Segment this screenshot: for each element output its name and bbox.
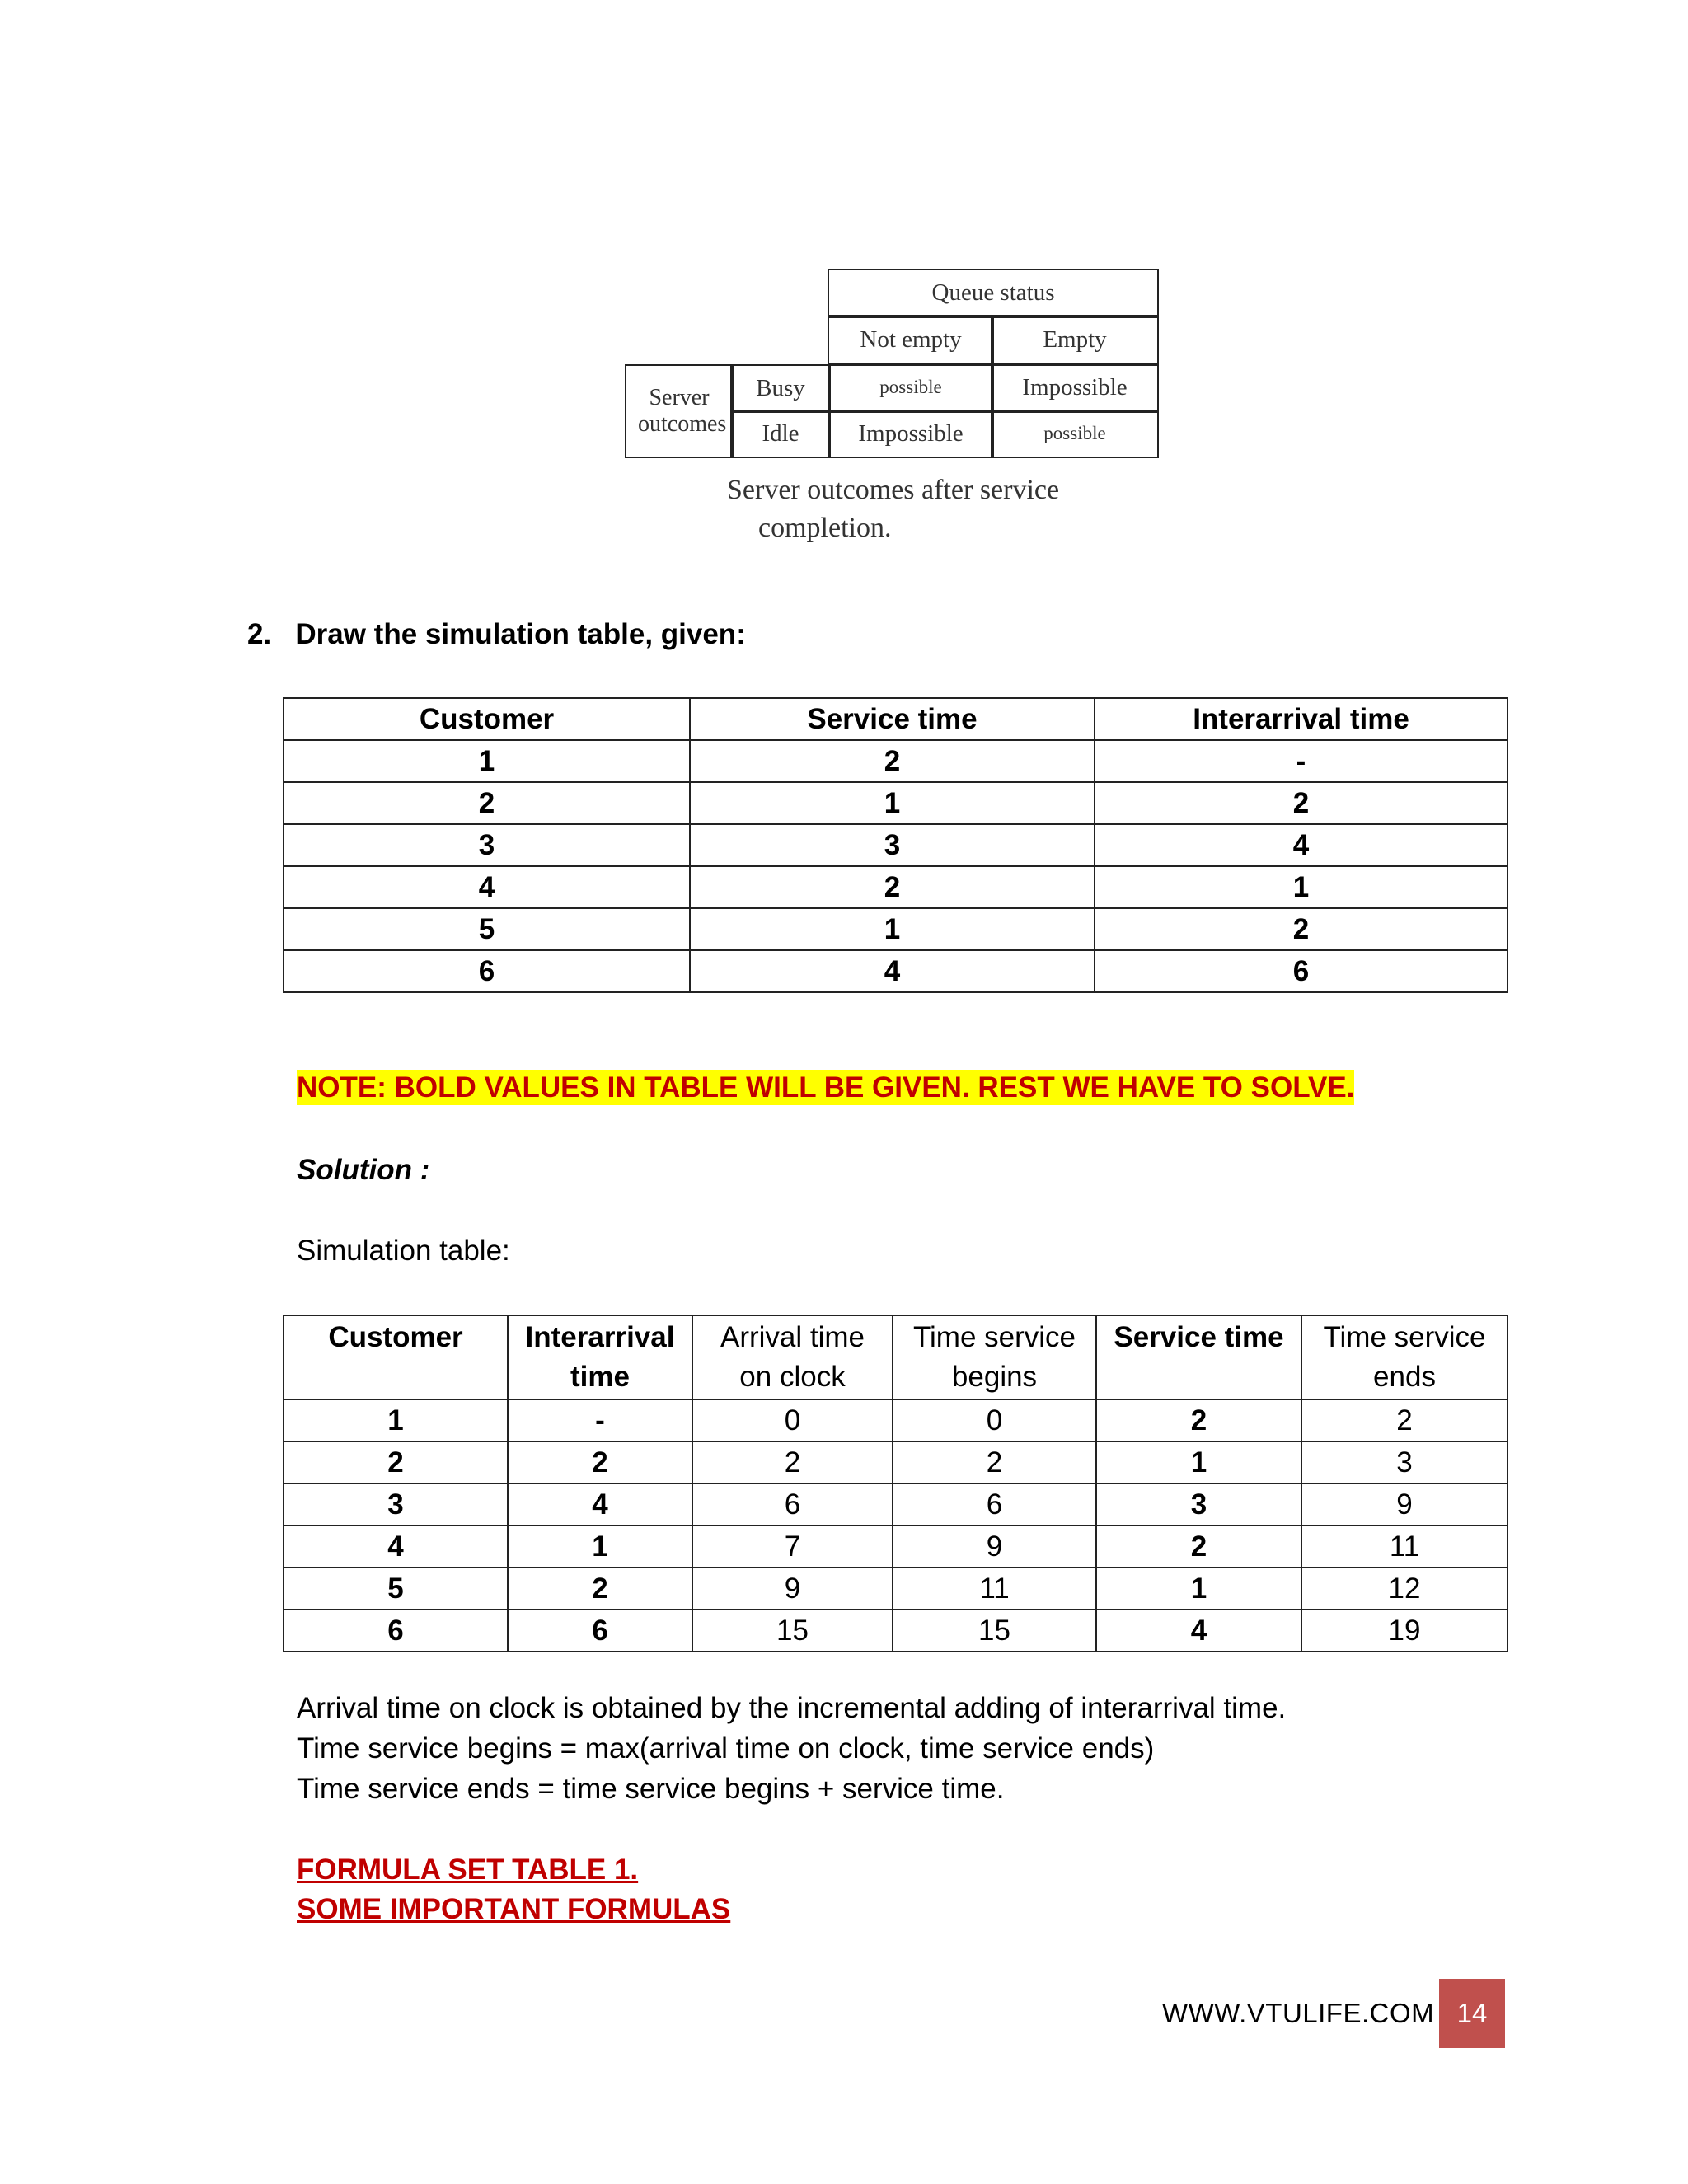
- given-header-customer: Customer: [284, 698, 690, 740]
- table-cell: 1: [284, 740, 690, 782]
- table-cell: -: [1095, 740, 1507, 782]
- table-cell: 4: [284, 866, 690, 908]
- table-cell: 6: [893, 1483, 1096, 1526]
- table-row: [284, 782, 1507, 824]
- table-cell: 15: [692, 1610, 893, 1652]
- given-header-interarrival-time: Interarrival time: [1095, 698, 1507, 740]
- sim-header-arrival-time: Arrival time on clock: [692, 1315, 893, 1399]
- table-cell: 2: [690, 740, 1095, 782]
- table-row: [284, 824, 1507, 866]
- table-cell: 0: [692, 1399, 893, 1441]
- sim-header-customer: Customer: [284, 1315, 508, 1399]
- col-not-empty-header: Not empty: [828, 315, 994, 366]
- table-cell: 4: [508, 1483, 692, 1526]
- sim-header-time-service-begins: Time service begins: [893, 1315, 1096, 1399]
- table-cell: 5: [284, 1568, 508, 1610]
- table-cell: 4: [1095, 824, 1507, 866]
- table-cell: 3: [1096, 1483, 1301, 1526]
- given-header-service-time: Service time: [690, 698, 1095, 740]
- table-row: [284, 1483, 1507, 1526]
- table-cell: 6: [1095, 950, 1507, 992]
- formula-set-heading: FORMULA SET TABLE 1.: [297, 1854, 639, 1886]
- table-cell: 1: [284, 1399, 508, 1441]
- note-highlight: NOTE: BOLD VALUES IN TABLE WILL BE GIVEN. REST WE HAVE TO SOLVE.: [297, 1071, 1355, 1104]
- table-cell: 9: [692, 1568, 893, 1610]
- formula-headings: [297, 1850, 730, 1929]
- table-cell: 9: [893, 1526, 1096, 1568]
- sim-header-time-service-ends: Time service ends: [1301, 1315, 1507, 1399]
- table-row: [284, 1610, 1507, 1652]
- table-cell: -: [508, 1399, 692, 1441]
- table-cell: 6: [692, 1483, 893, 1526]
- table-cell: 2: [1096, 1526, 1301, 1568]
- table-cell: 1: [690, 782, 1095, 824]
- cell-idle-not-empty: Impossible: [828, 410, 994, 458]
- table-cell: 7: [692, 1526, 893, 1568]
- sim-header-service-time: Service time: [1096, 1315, 1301, 1399]
- explanation-block: [297, 1688, 1286, 1809]
- table-cell: 4: [284, 1526, 508, 1568]
- question-heading: 2. Draw the simulation table, given:: [247, 618, 746, 650]
- simulation-table-label: Simulation table:: [297, 1235, 510, 1267]
- figure-caption: Server outcomes after service completion.: [727, 475, 1060, 543]
- table-row: [284, 908, 1507, 950]
- table-cell: 6: [284, 1610, 508, 1652]
- row-busy-label: Busy: [730, 364, 831, 413]
- table-row: [284, 950, 1507, 992]
- table-row: [284, 866, 1507, 908]
- table-cell: 9: [1301, 1483, 1507, 1526]
- table-cell: 5: [284, 908, 690, 950]
- table-cell: 19: [1301, 1610, 1507, 1652]
- table-cell: 2: [284, 782, 690, 824]
- table-cell: 3: [690, 824, 1095, 866]
- table-row: [284, 740, 1507, 782]
- table-cell: 11: [893, 1568, 1096, 1610]
- table-cell: 2: [508, 1441, 692, 1483]
- table-cell: 15: [893, 1610, 1096, 1652]
- explanation-line: Time service begins = max(arrival time on clock, time service ends): [297, 1732, 1155, 1765]
- table-cell: 2: [284, 1441, 508, 1483]
- sim-table-header-row: [284, 1315, 1507, 1399]
- table-cell: 2: [690, 866, 1095, 908]
- table-cell: 1: [508, 1526, 692, 1568]
- explanation-line: Time service ends = time service begins + service time.: [297, 1773, 1005, 1805]
- table-cell: 0: [893, 1399, 1096, 1441]
- sim-header-interarrival-time: Interarrival time: [508, 1315, 692, 1399]
- table-row: [284, 1399, 1507, 1441]
- explanation-line: Arrival time on clock is obtained by the incremental adding of interarrival time.: [297, 1692, 1287, 1724]
- table-cell: 1: [690, 908, 1095, 950]
- table-cell: 3: [1301, 1441, 1507, 1483]
- simulation-table: [283, 1315, 1508, 1652]
- table-row: [284, 1568, 1507, 1610]
- given-table-header-row: [284, 698, 1507, 740]
- footer-site-link[interactable]: WWW.VTULIFE.COM: [1162, 1998, 1435, 2028]
- col-empty-header: Empty: [991, 315, 1159, 366]
- table-cell: 2: [1301, 1399, 1507, 1441]
- table-cell: 2: [692, 1441, 893, 1483]
- page-number-badge: 14: [1439, 1979, 1505, 2048]
- note-wrapper: [297, 1071, 1354, 1104]
- table-cell: 3: [284, 1483, 508, 1526]
- table-cell: 4: [1096, 1610, 1301, 1652]
- cell-idle-empty: possible: [991, 410, 1159, 458]
- cell-busy-not-empty: possible: [828, 363, 994, 413]
- table-cell: 1: [1095, 866, 1507, 908]
- table-cell: 2: [893, 1441, 1096, 1483]
- table-cell: 2: [1095, 782, 1507, 824]
- table-row: [284, 1441, 1507, 1483]
- table-cell: 12: [1301, 1568, 1507, 1610]
- important-formulas-heading: SOME IMPORTANT FORMULAS: [297, 1893, 731, 1925]
- table-cell: 2: [508, 1568, 692, 1610]
- table-cell: 3: [284, 824, 690, 866]
- table-cell: 4: [690, 950, 1095, 992]
- table-cell: 11: [1301, 1526, 1507, 1568]
- table-cell: 1: [1096, 1441, 1301, 1483]
- table-cell: 6: [284, 950, 690, 992]
- cell-busy-empty: Impossible: [991, 363, 1159, 413]
- table-row: [284, 1526, 1507, 1568]
- row-idle-label: Idle: [730, 410, 831, 458]
- table-cell: 2: [1095, 908, 1507, 950]
- given-data-table: [283, 697, 1508, 993]
- table-cell: 1: [1096, 1568, 1301, 1610]
- table-cell: 2: [1096, 1399, 1301, 1441]
- server-outcomes-label: Server outcomes: [625, 364, 734, 458]
- queue-status-header: Queue status: [828, 269, 1159, 318]
- solution-label: Solution :: [297, 1154, 430, 1186]
- table-cell: 6: [508, 1610, 692, 1652]
